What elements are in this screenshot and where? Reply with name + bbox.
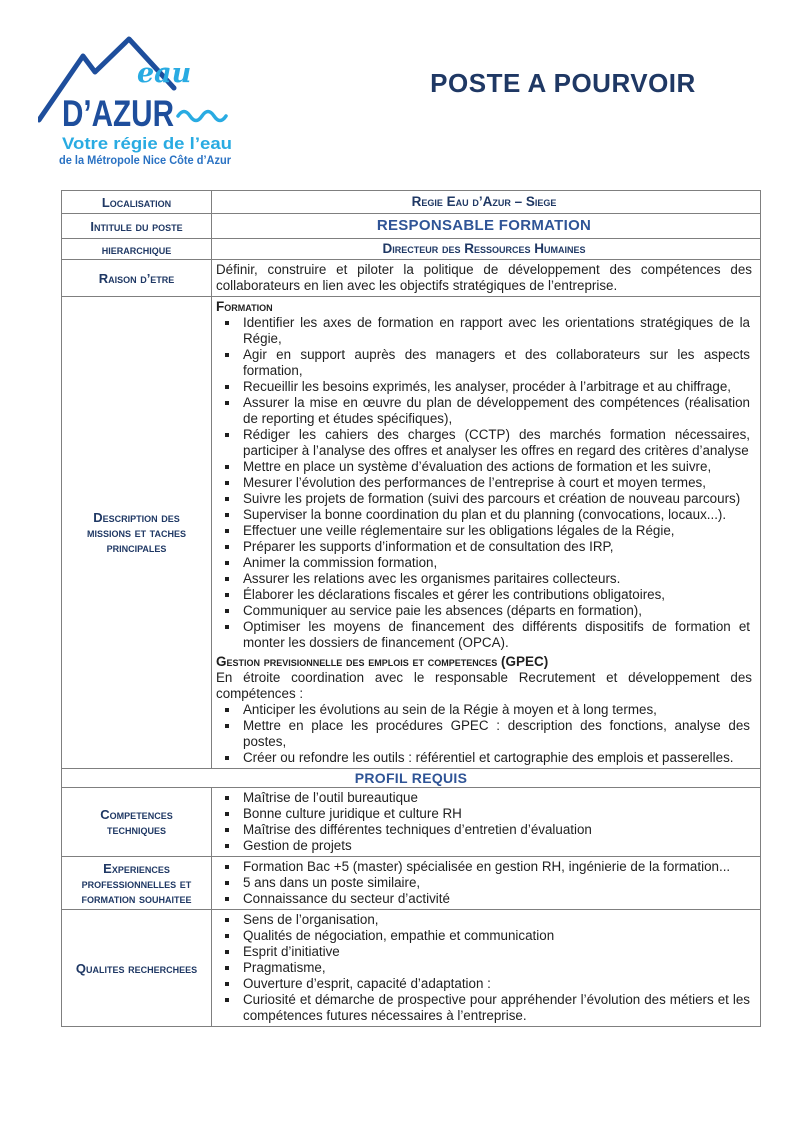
bullet-text: Suivre les projets de formation (suivi des parcours et création de nouveau parcours) [243, 491, 741, 506]
bullet-square-icon [216, 571, 243, 581]
competences-bullet-list [216, 790, 752, 854]
bullet-text: Assurer la mise en œuvre du plan de développement des compétences (réalisation de reporting et études spécifiques), [243, 395, 750, 426]
bullet-item [216, 555, 752, 571]
job-description-table [61, 190, 761, 1027]
bullet-item [216, 806, 752, 822]
row-qualites-recherchees [62, 909, 760, 1026]
intitule-value: RESPONSABLE FORMATION [376, 217, 592, 234]
bullet-text: Anticiper les évolutions au sein de la Régie à moyen et à long termes, [243, 702, 657, 717]
bullet-item [216, 619, 752, 651]
bullet-square-icon [216, 523, 243, 533]
bullet-square-icon [216, 838, 243, 848]
bullet-item [216, 603, 752, 619]
bullet-text: Mesurer l’évolution des performances de l’entreprise à court et moyen termes, [243, 475, 706, 490]
bullet-item [216, 315, 752, 347]
bullet-text: Bonne culture juridique et culture RH [243, 806, 462, 821]
localisation-value: Regie Eau d’Azur – Siege [411, 194, 557, 209]
bullet-square-icon [216, 315, 243, 325]
bullet-text: Qualités de négociation, empathie et communication [243, 928, 555, 943]
bullet-item [216, 822, 752, 838]
bullet-square-icon [216, 790, 243, 800]
row-hierarchique [62, 238, 760, 259]
bullet-item [216, 891, 752, 907]
gpec-section-heading: Gestion previsionnelle des emplois et competences (GPEC) [216, 654, 549, 669]
bullet-text: Recueillir les besoins exprimés, les analyser, procéder à l’arbitrage et au chiffrage, [243, 379, 732, 394]
gpec-bullet-list [216, 702, 752, 766]
bullet-text: Mettre en place un système d’évaluation des actions de formation et les suivre, [243, 459, 712, 474]
bullet-item [216, 912, 752, 928]
bullet-item [216, 718, 752, 750]
bullet-square-icon [216, 603, 243, 613]
bullet-square-icon [216, 539, 243, 549]
bullet-item [216, 459, 752, 475]
bullet-square-icon [216, 806, 243, 816]
bullet-item [216, 587, 752, 603]
logo-tagline-1: Votre régie de l’eau [62, 135, 232, 153]
bullet-square-icon [216, 960, 243, 970]
bullet-item [216, 790, 752, 806]
bullet-text: Curiosité et démarche de prospective pour appréhender l’évolution des métiers et les compétences futures nécessaires à l’entreprise. [243, 992, 750, 1023]
bullet-item [216, 875, 752, 891]
bullet-item [216, 491, 752, 507]
row-intitule-du-poste [62, 213, 760, 238]
bullet-item [216, 427, 752, 459]
hierarchique-value: Directeur des Ressources Humaines [382, 241, 586, 256]
bullet-text: Agir en support auprès des managers et des collaborateurs sur les aspects formation, [243, 347, 750, 378]
row-missions [62, 296, 760, 768]
bullet-text: Créer ou refondre les outils : référentiel et cartographie des emplois et passerelles. [243, 750, 734, 765]
bullet-square-icon [216, 475, 243, 485]
bullet-square-icon [216, 555, 243, 565]
bullet-item [216, 539, 752, 555]
bullet-item [216, 571, 752, 587]
bullet-text: Esprit d’initiative [243, 944, 340, 959]
missions-label: Description des missions et taches principales [62, 297, 212, 768]
bullet-square-icon [216, 702, 243, 712]
bullet-item [216, 944, 752, 960]
bullet-item [216, 750, 752, 766]
bullet-square-icon [216, 822, 243, 832]
bullet-item [216, 859, 752, 875]
bullet-text: Formation Bac +5 (master) spécialisée en gestion RH, ingénierie de la formation... [243, 859, 731, 874]
bullet-item [216, 992, 752, 1024]
row-experiences-formation [62, 856, 760, 909]
bullet-text: Ouverture d’esprit, capacité d’adaptation : [243, 976, 491, 991]
bullet-item [216, 395, 752, 427]
bullet-text: Rédiger les cahiers des charges (CCTP) des marchés formation nécessaires, participer à l’analyse des offres et analyser les offres en regard des critères d’analyse [243, 427, 750, 458]
bullet-square-icon [216, 347, 243, 357]
eau-dazur-logo [38, 36, 238, 171]
bullet-item [216, 928, 752, 944]
bullet-square-icon [216, 507, 243, 517]
formation-section-heading: Formation [216, 299, 273, 314]
bullet-square-icon [216, 395, 243, 405]
raison-value: Définir, construire et piloter la politique de développement des compétences des collaborateurs en lien avec les objectifs stratégiques de l’entreprise. [216, 262, 752, 293]
bullet-square-icon [216, 459, 243, 469]
bullet-item [216, 507, 752, 523]
bullet-text: Maîtrise de l’outil bureautique [243, 790, 418, 805]
bullet-item [216, 838, 752, 854]
bullet-square-icon [216, 750, 243, 760]
bullet-square-icon [216, 992, 243, 1002]
logo-tagline-2: de la Métropole Nice Côte d’Azur [59, 153, 232, 167]
bullet-square-icon [216, 928, 243, 938]
profil-requis-heading: PROFIL REQUIS [354, 770, 468, 786]
bullet-text: Communiquer au service paie les absences (départs en formation), [243, 603, 642, 618]
bullet-text: Gestion de projets [243, 838, 352, 853]
missions-content [212, 297, 760, 768]
wave-icon [178, 112, 226, 121]
bullet-text: Animer la commission formation, [243, 555, 438, 570]
bullet-item [216, 523, 752, 539]
experiences-label: Experiences professionnelles et formation souhaitee [62, 857, 212, 909]
bullet-square-icon [216, 859, 243, 869]
logo-word-dazur: D’AZUR [62, 93, 174, 134]
formation-bullet-list [216, 315, 752, 651]
bullet-square-icon [216, 875, 243, 885]
bullet-text: Connaissance du secteur d’activité [243, 891, 450, 906]
bullet-square-icon [216, 718, 243, 728]
page-title: POSTE A POURVOIR [430, 68, 696, 98]
bullet-text: Préparer les supports d’information et de consultation des IRP, [243, 539, 614, 554]
row-profil-requis [62, 768, 760, 787]
bullet-square-icon [216, 891, 243, 901]
bullet-text: Maîtrise des différentes techniques d’entretien d’évaluation [243, 822, 592, 837]
bullet-text: Optimiser les moyens de financement des différents dispositifs de formation et monter les dossiers de financement (OPCA). [243, 619, 750, 650]
row-competences-techniques [62, 787, 760, 856]
bullet-text: Superviser la bonne coordination du plan et du planning (convocations, locaux...). [243, 507, 727, 522]
bullet-square-icon [216, 944, 243, 954]
gpec-intro: En étroite coordination avec le responsable Recrutement et développement des compétences : [216, 670, 752, 701]
competences-label: Competences techniques [62, 788, 212, 856]
bullet-square-icon [216, 587, 243, 597]
raison-label: Raison d’etre [62, 260, 212, 296]
experiences-bullet-list [216, 859, 752, 907]
intitule-label: Intitule du poste [62, 214, 212, 238]
bullet-text: Mettre en place les procédures GPEC : description des fonctions, analyse des postes, [243, 718, 750, 749]
bullet-square-icon [216, 427, 243, 437]
bullet-item [216, 347, 752, 379]
bullet-text: Sens de l’organisation, [243, 912, 379, 927]
bullet-square-icon [216, 619, 243, 629]
bullet-text: Pragmatisme, [243, 960, 326, 975]
bullet-square-icon [216, 912, 243, 922]
bullet-item [216, 960, 752, 976]
bullet-text: Identifier les axes de formation en rapport avec les orientations stratégiques de la Régie, [243, 315, 750, 346]
bullet-item [216, 976, 752, 992]
qualites-label: Qualites recherchees [62, 910, 212, 1026]
row-raison-d-etre [62, 259, 760, 296]
logo-word-eau: eau [137, 58, 192, 89]
bullet-text: Effectuer une veille réglementaire sur les obligations légales de la Régie, [243, 523, 675, 538]
bullet-text: Assurer les relations avec les organismes paritaires collecteurs. [243, 571, 621, 586]
bullet-text: 5 ans dans un poste similaire, [243, 875, 421, 890]
bullet-square-icon [216, 976, 243, 986]
bullet-item [216, 475, 752, 491]
hierarchique-label: hierarchique [62, 239, 212, 259]
bullet-square-icon [216, 379, 243, 389]
bullet-item [216, 379, 752, 395]
bullet-item [216, 702, 752, 718]
localisation-label: Localisation [62, 191, 212, 213]
qualites-bullet-list [216, 912, 752, 1024]
bullet-square-icon [216, 491, 243, 501]
row-localisation [62, 191, 760, 213]
bullet-text: Élaborer les déclarations fiscales et gérer les contributions obligatoires, [243, 587, 666, 602]
